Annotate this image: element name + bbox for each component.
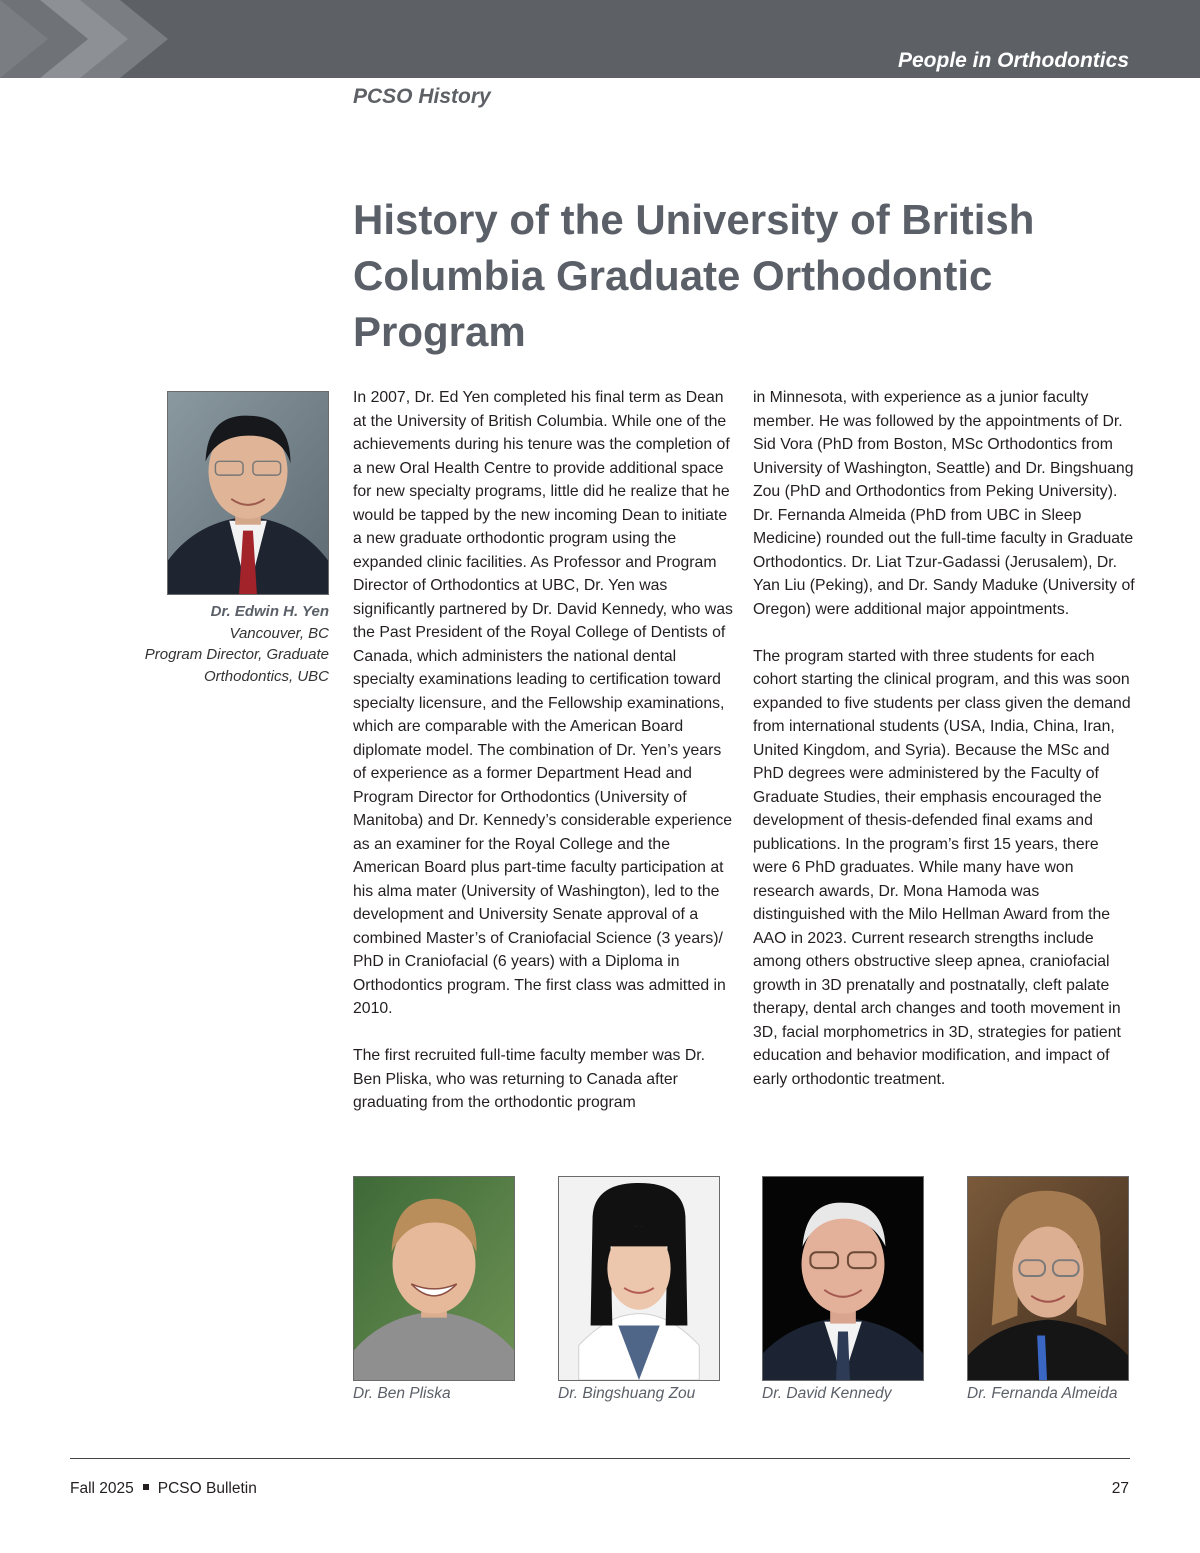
article-title: History of the University of British Columbia Graduate Orthodontic Program xyxy=(353,196,1035,355)
featured-role-line1: Program Director, Graduate xyxy=(144,646,329,663)
paragraph: The program started with three students for each cohort starting the clinical program, and this was soon expanded to five students per class given the demand from international students (USA, India, China, Iran, United Kingdom, and Syria). Because the MSc and PhD degrees were administered by the Faculty of Graduate Studies, their emphasis encouraged the development of thesis-defended final exams and publications. In the program’s first 15 years, there were 6 PhD graduates. While many have won research awards, Dr. Mona Hamoda was distinguished with the Milo Hellman Award from the AAO in 2023. Current research strengths include among others obstructive sleep apnea, craniofacial growth in 3D prenatally and postnatally, cleft palate therapy, dental arch changes and tooth movement in 3D, facial morphometrics in 3D, strategies for patient education and behavior modification, and impact of early orthodontic treatment. xyxy=(753,647,1131,1088)
photo-caption: Dr. Fernanda Almeida xyxy=(967,1385,1118,1402)
paragraph: in Minnesota, with experience as a junior faculty member. He was followed by the appointments of Dr. Sid Vora (PhD from Boston, MSc Orthodontics from University of Washington, Seattle) and Dr. Bingshuang Zou (PhD and Orthodontics from Peking University). Dr. Fernanda Almeida (PhD from UBC in Sleep Medicine) rounded out the full-time faculty in Graduate Orthodontics. Dr. Liat Tzur-Gadassi (Jerusalem), Dr. Yan Liu (Peking), and Dr. Sandy Maduke (University of Oregon) were additional major appointments. xyxy=(753,389,1135,618)
footer-publication-info xyxy=(70,1480,257,1498)
paragraph: The first recruited full-time faculty member was Dr. Ben Pliska, who was returning to Canada after graduating from the orthodontic program xyxy=(353,1047,706,1111)
page-number: 27 xyxy=(1111,1480,1129,1497)
photo-caption: Dr. Ben Pliska xyxy=(353,1385,451,1402)
featured-role-line2: Orthodontics, UBC xyxy=(203,667,329,685)
section-label: PCSO History xyxy=(353,85,491,108)
banner-title: People in Orthodontics xyxy=(897,49,1129,72)
article-left-column xyxy=(353,386,735,1138)
featured-name: Dr. Edwin H. Yen xyxy=(210,603,329,620)
paragraph: In 2007, Dr. Ed Yen completed his final term as Dean at the University of British Columbia. While one of the achievements during his tenure was the completion of a new Oral Health Centre to provide additional space for new specialty programs, little did he realize that he would be tapped by the new incoming Dean to initiate a new graduate orthodontic program using the expanded clinic facilities. As Professor and Program Director of Orthodontics at UBC, Dr. Yen was significantly partnered by Dr. David Kennedy, who was the Past President of the Royal College of Dentists of Canada, which administers the national dental specialty examinations leading to certification toward specialty licensure, and the Fellowship examinations, which are comparable with the American Board diplomate model. The combination of Dr. Yen’s years of experience as a former Department Head and Program Director for Orthodontics (University of Manitoba) and Dr. Kennedy’s considerable experience as an examiner for the Royal College and the American Board plus part-time faculty participation at his alma mater (University of Washington), led to the development and University Senate approval of a combined Master’s of Craniofacial Science (3 years)/ PhD in Craniofacial (6 years) with a Diploma in Orthodontics program. The first class was admitted in 2010. xyxy=(353,389,733,1017)
portrait-edwin-yen xyxy=(167,391,329,595)
footer-publication: PCSO Bulletin xyxy=(157,1480,257,1497)
footer-divider xyxy=(70,1458,1130,1459)
photo-caption: Dr. David Kennedy xyxy=(762,1385,892,1402)
photo-fernanda-almeida xyxy=(967,1176,1129,1381)
square-bullet-icon xyxy=(143,1484,149,1490)
photo-david-kennedy xyxy=(762,1176,924,1381)
photo-caption: Dr. Bingshuang Zou xyxy=(558,1385,696,1402)
photo-ben-pliska xyxy=(353,1176,515,1381)
featured-location: Vancouver, BC xyxy=(229,624,329,642)
header-banner xyxy=(0,0,1200,78)
article-right-column xyxy=(753,386,1135,1115)
featured-caption xyxy=(100,601,329,687)
footer-season: Fall 2025 xyxy=(70,1480,134,1497)
photo-bingshuang-zou xyxy=(558,1176,720,1381)
